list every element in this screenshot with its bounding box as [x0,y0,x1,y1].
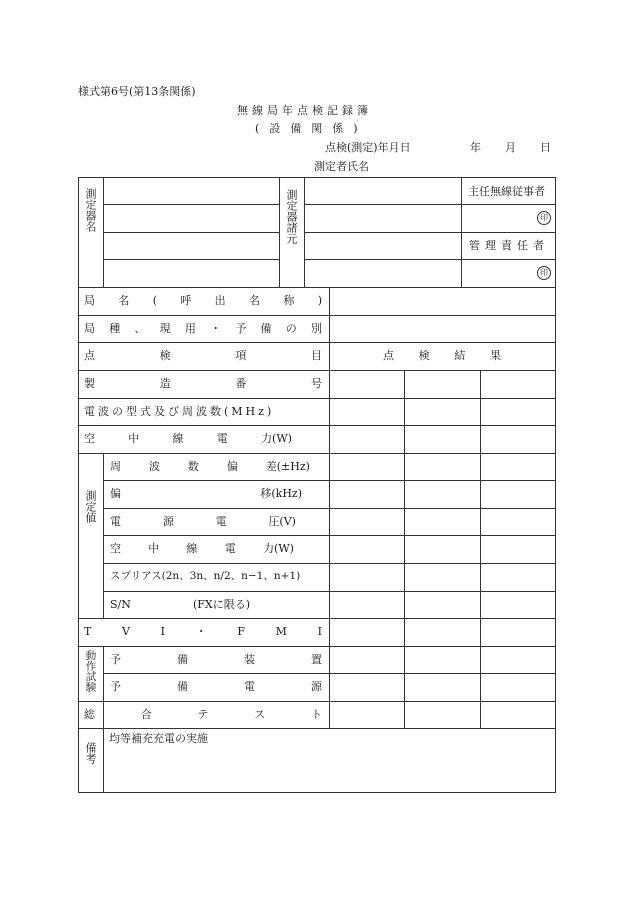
measured-power-label: 空 中 線 電 力(W) [110,542,294,555]
result-header: 点 検 結 果 [383,349,501,362]
emission-freq-label: 電波の型式及び周波数(MHz) [84,405,275,418]
instrument-name-field-1[interactable] [104,178,279,204]
station-name-field[interactable] [330,288,555,315]
remarks-text: 均等補充充電の実施 [109,732,208,745]
voltage-label: 電 源 電 圧(V) [110,515,296,528]
instrument-name-field-3[interactable] [104,233,279,259]
spurious-label: スプリアス(2n、3n、n/2、n−1、n+1) [110,570,301,582]
manager-text: 管理責任者 [469,239,549,252]
manager-seal: 印 [537,266,551,280]
instrument-spec-label: 測定器諸元 [285,189,298,244]
remarks-field[interactable] [104,746,555,792]
measurer-label: 測定者氏名 [314,160,369,173]
sn-label: S/N [110,598,131,611]
tvi-fmi-label: T V I ・ F M I [84,625,322,638]
year-label: 年 [470,141,481,154]
chief-operator-label: 主任無線従事者 [468,185,545,198]
instrument-name-label: 測定器名 [84,188,97,232]
sn-note: (FXに限る) [193,598,251,611]
item-header: 点 検 項 目 [84,349,322,362]
serial-label: 製 造 番 号 [84,377,322,390]
antenna-power-label: 空 中 線 電 力(W) [84,432,292,445]
remarks-label: 備考 [84,742,97,764]
page-subtitle: (設備関係) [255,122,368,135]
overall-test-label: 総 合 テ ス ト [84,708,322,721]
instrument-name-field-2[interactable] [104,205,279,232]
result-cell-serial[interactable] [330,371,555,398]
page-title: 無線局年点検記録簿 [237,104,372,117]
day-label: 日 [540,141,551,154]
station-name-label: 局 名 ( 呼 出 名 称 ) [84,294,322,307]
month-label: 月 [505,141,516,154]
measured-values-label: 測定値 [84,490,97,523]
freq-deviation-label: 周 波 数 偏 差(±Hz) [110,460,310,473]
operation-test-label: 動作試験 [84,650,97,692]
inspection-date-label: 点検(測定)年月日 [325,141,411,154]
instrument-name-field-4[interactable] [104,260,279,287]
standby-power-label: 予 備 電 源 [110,680,322,693]
form-number: 様式第6号(第13条関係) [78,85,196,98]
station-type-label: 局 種 、 現 用 ・ 予 備 の 別 [84,322,322,335]
manager-label [469,240,549,251]
chief-operator-seal: 印 [537,211,551,225]
standby-equipment-label: 予 備 装 置 [110,653,322,666]
station-type-field[interactable] [330,316,555,342]
deviation-label: 偏 移(kHz) [110,487,302,500]
